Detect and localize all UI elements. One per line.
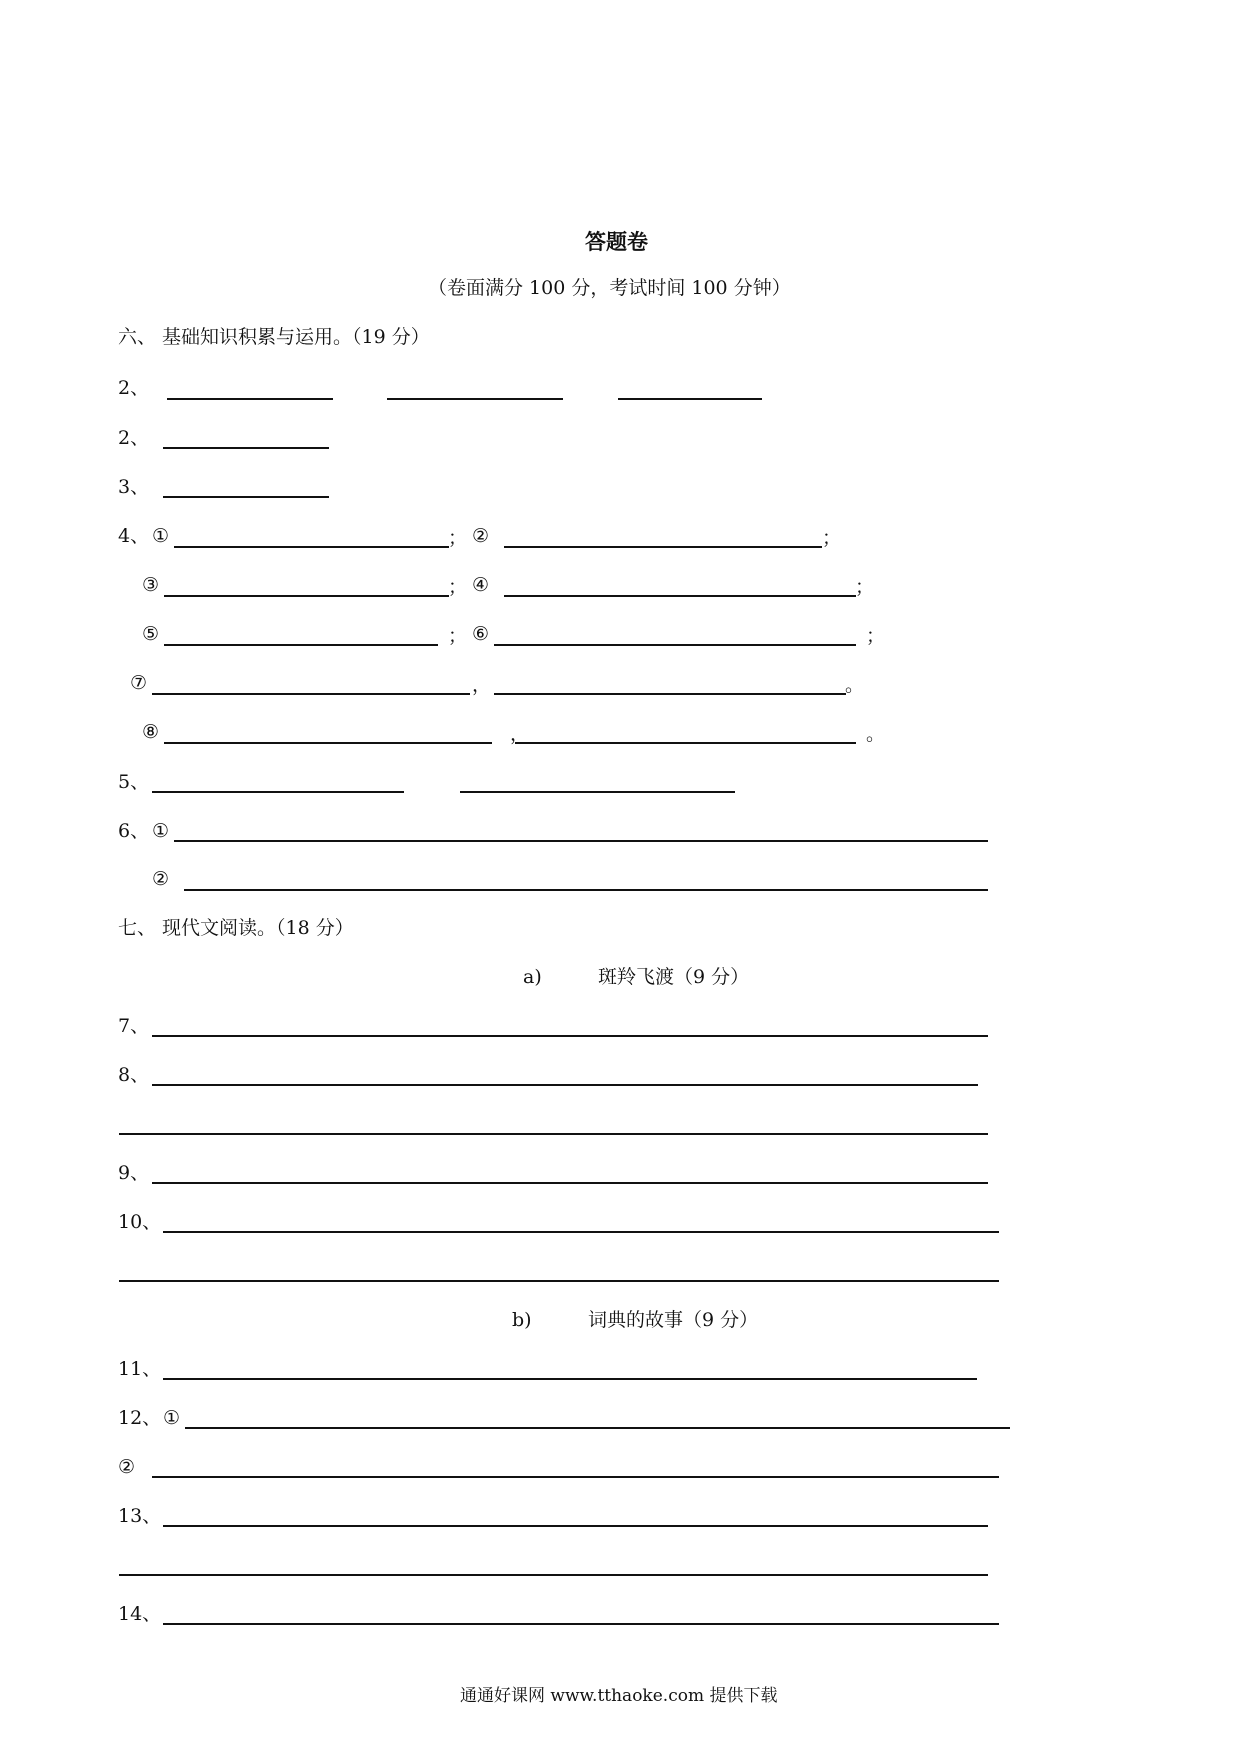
answer-blank[interactable]	[515, 742, 856, 744]
question-number: 2、	[118, 377, 150, 399]
circled-number: ⑦	[130, 672, 148, 694]
answer-blank[interactable]	[618, 398, 762, 400]
answer-blank[interactable]	[163, 496, 329, 498]
answer-blank[interactable]	[174, 546, 449, 548]
separator: ；	[448, 625, 468, 647]
answer-blank[interactable]	[152, 693, 470, 695]
separator: ；	[448, 527, 468, 549]
question-number: 2、	[118, 427, 150, 449]
section-six-heading: 六、 基础知识积累与运用。（19 分）	[118, 326, 430, 348]
question-number: 12、	[118, 1407, 162, 1429]
question-number: 3、	[118, 476, 150, 498]
answer-blank[interactable]	[152, 1035, 988, 1037]
answer-blank[interactable]	[163, 1378, 977, 1380]
question-number: 8、	[118, 1064, 150, 1086]
separator: ；	[855, 576, 875, 598]
answer-blank[interactable]	[174, 840, 988, 842]
answer-blank[interactable]	[152, 791, 404, 793]
section-seven-heading: 七、 现代文阅读。（18 分）	[118, 917, 354, 939]
answer-blank[interactable]	[119, 1574, 988, 1576]
part-title: 斑羚飞渡（9 分）	[598, 966, 750, 988]
circled-number: ①	[152, 820, 170, 842]
answer-blank[interactable]	[163, 1231, 999, 1233]
question-number: 10、	[118, 1211, 162, 1233]
separator: 。	[845, 674, 865, 696]
answer-blank[interactable]	[167, 398, 333, 400]
answer-blank[interactable]	[152, 1476, 999, 1478]
circled-number: ②	[472, 525, 490, 547]
part-marker: a)	[523, 966, 542, 988]
question-number: 7、	[118, 1015, 150, 1037]
page-footer: 通通好课网 www.tthaoke.com 提供下载	[460, 1686, 778, 1706]
circled-number: ⑥	[472, 623, 490, 645]
separator: 。	[866, 723, 886, 745]
answer-blank[interactable]	[163, 447, 329, 449]
question-number: 9、	[118, 1162, 150, 1184]
answer-blank[interactable]	[164, 742, 492, 744]
circled-number: ⑧	[142, 721, 160, 743]
question-number: 5、	[118, 771, 150, 793]
answer-blank[interactable]	[504, 546, 822, 548]
answer-blank[interactable]	[184, 889, 988, 891]
answer-blank[interactable]	[119, 1133, 988, 1135]
separator: ；	[448, 576, 468, 598]
answer-blank[interactable]	[152, 1084, 978, 1086]
answer-blank[interactable]	[185, 1427, 1010, 1429]
answer-blank[interactable]	[164, 595, 449, 597]
question-number: 4、	[118, 525, 150, 547]
answer-blank[interactable]	[163, 1525, 988, 1527]
answer-blank[interactable]	[504, 595, 856, 597]
answer-blank[interactable]	[387, 398, 563, 400]
answer-blank[interactable]	[494, 693, 846, 695]
answer-blank[interactable]	[460, 791, 735, 793]
part-title: 词典的故事（9 分）	[588, 1309, 759, 1331]
circled-number: ⑤	[142, 623, 160, 645]
circled-number: ①	[163, 1407, 181, 1429]
part-marker: b)	[512, 1309, 532, 1331]
separator: ，	[472, 674, 492, 696]
page-title: 答题卷	[585, 229, 648, 254]
separator: ；	[866, 625, 886, 647]
answer-blank[interactable]	[152, 1182, 988, 1184]
question-number: 11、	[118, 1358, 162, 1380]
separator: ；	[822, 527, 842, 549]
circled-number: ①	[152, 525, 170, 547]
question-number: 6、	[118, 820, 150, 842]
answer-blank[interactable]	[164, 644, 438, 646]
separator: ，	[510, 723, 530, 745]
answer-blank[interactable]	[119, 1280, 999, 1282]
answer-blank[interactable]	[163, 1623, 999, 1625]
question-number: 14、	[118, 1603, 162, 1625]
circled-number: ②	[118, 1456, 136, 1478]
exam-info: （卷面满分 100 分，考试时间 100 分钟）	[428, 277, 791, 299]
answer-blank[interactable]	[494, 644, 856, 646]
question-number: 13、	[118, 1505, 162, 1527]
circled-number: ③	[142, 574, 160, 596]
circled-number: ④	[472, 574, 490, 596]
circled-number: ②	[152, 868, 170, 890]
